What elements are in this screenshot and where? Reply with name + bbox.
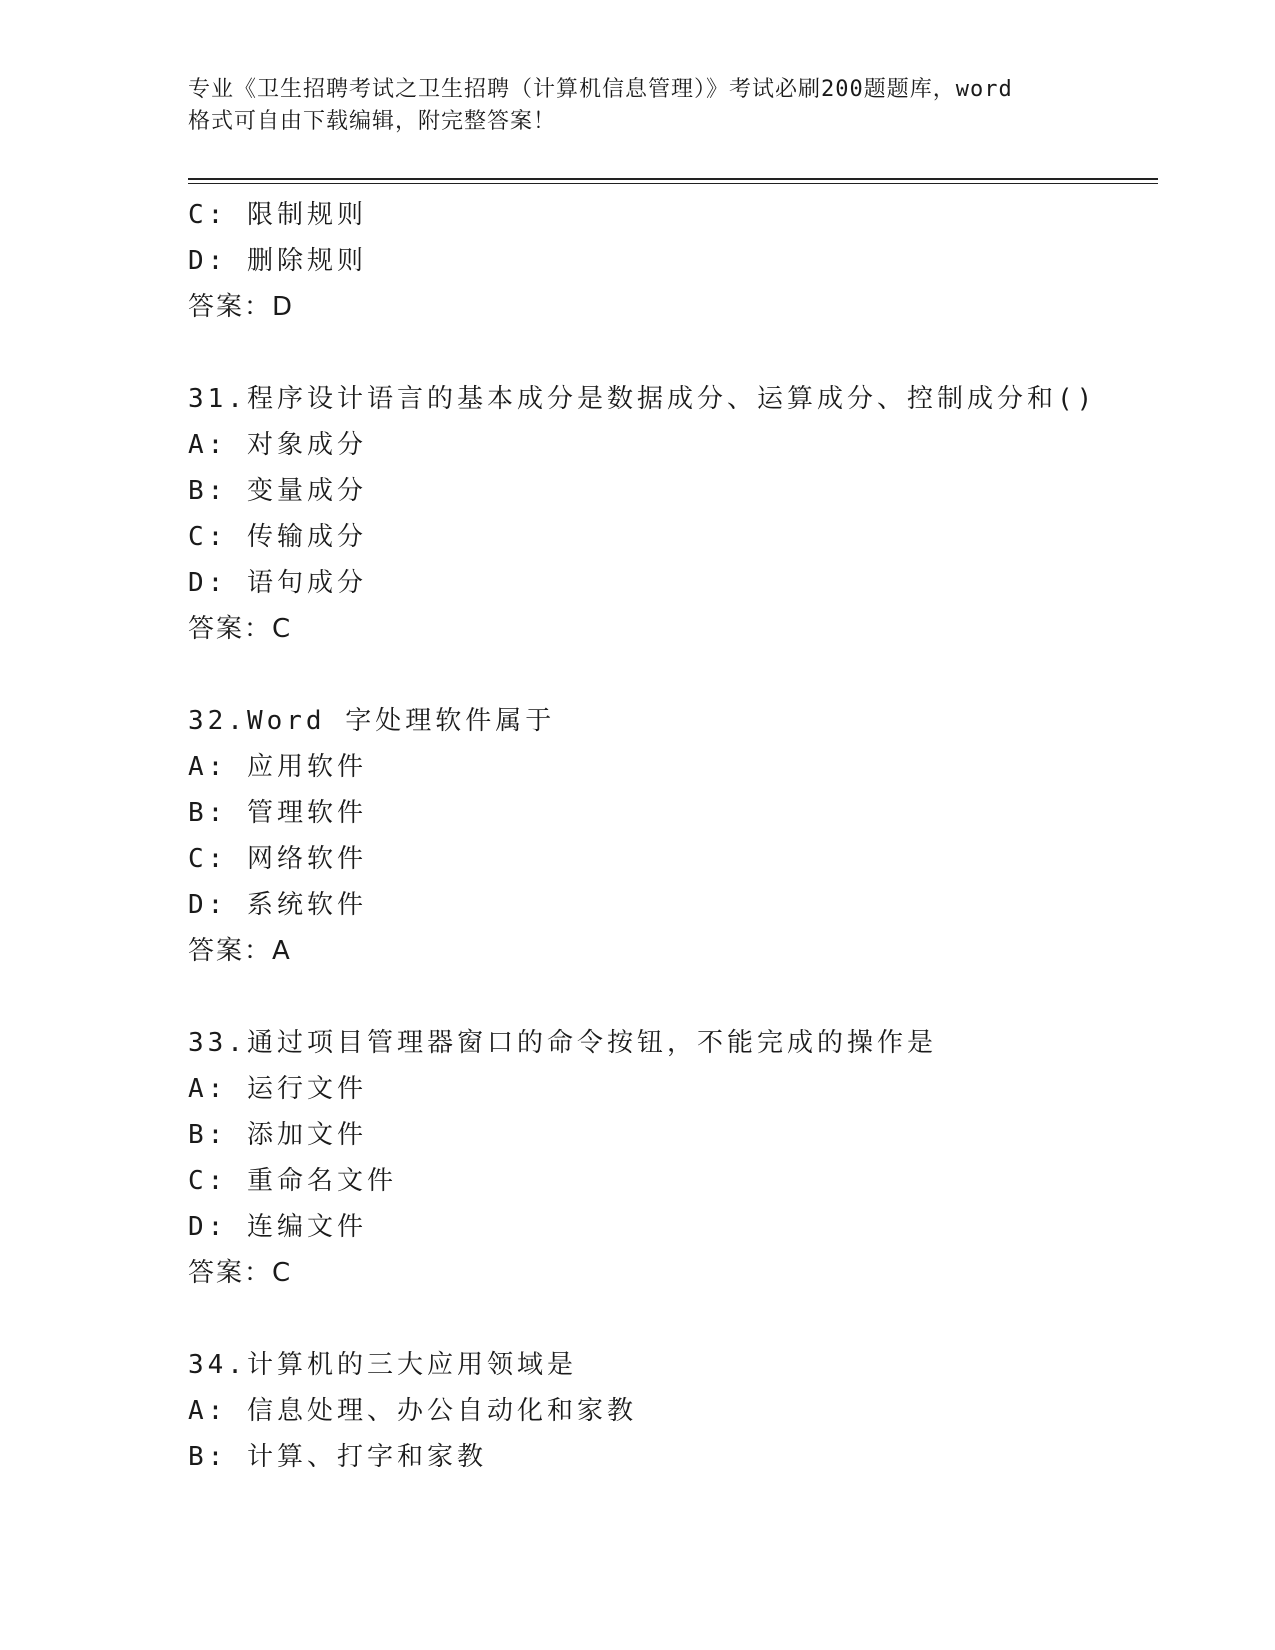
option-d: D: 系统软件 [188,890,367,920]
spacer [188,1296,1158,1342]
option-c: C: 重命名文件 [188,1166,397,1196]
option-a: A: 对象成分 [188,430,367,460]
option-d: D: 删除规则 [188,246,367,276]
option-b: B: 管理软件 [188,798,367,828]
question-stem: 31.程序设计语言的基本成分是数据成分、运算成分、控制成分和() [188,384,1097,414]
spacer [188,974,1158,1020]
header-rule-thick [188,178,1158,180]
question-stem: 34.计算机的三大应用领域是 [188,1350,577,1380]
option-b: B: 添加文件 [188,1120,367,1150]
option-c: C: 网络软件 [188,844,367,874]
option-a: A: 运行文件 [188,1074,367,1104]
answer-line: 答案：A [188,936,292,966]
option-b: B: 计算、打字和家教 [188,1442,487,1472]
option-a: A: 应用软件 [188,752,367,782]
answer-line: 答案：D [188,292,295,322]
question-stem: 33.通过项目管理器窗口的命令按钮，不能完成的操作是 [188,1028,937,1058]
spacer [188,652,1158,698]
option-d: D: 语句成分 [188,568,367,598]
option-d: D: 连编文件 [188,1212,367,1242]
header-line-1: 专业《卫生招聘考试之卫生招聘（计算机信息管理）》考试必刷200题题库，word [188,77,1013,102]
header-rule-thin [188,183,1158,184]
spacer [188,330,1158,376]
option-a: A: 信息处理、办公自动化和家教 [188,1396,637,1426]
option-b: B: 变量成分 [188,476,367,506]
document-header [188,74,1088,138]
answer-line: 答案：C [188,614,293,644]
answer-line: 答案：C [188,1258,293,1288]
option-c: C: 限制规则 [188,200,367,230]
option-c: C: 传输成分 [188,522,367,552]
question-stem: 32.Word 字处理软件属于 [188,706,556,736]
header-line-2: 格式可自由下载编辑，附完整答案！ [188,109,557,134]
question-list [188,192,1158,1480]
